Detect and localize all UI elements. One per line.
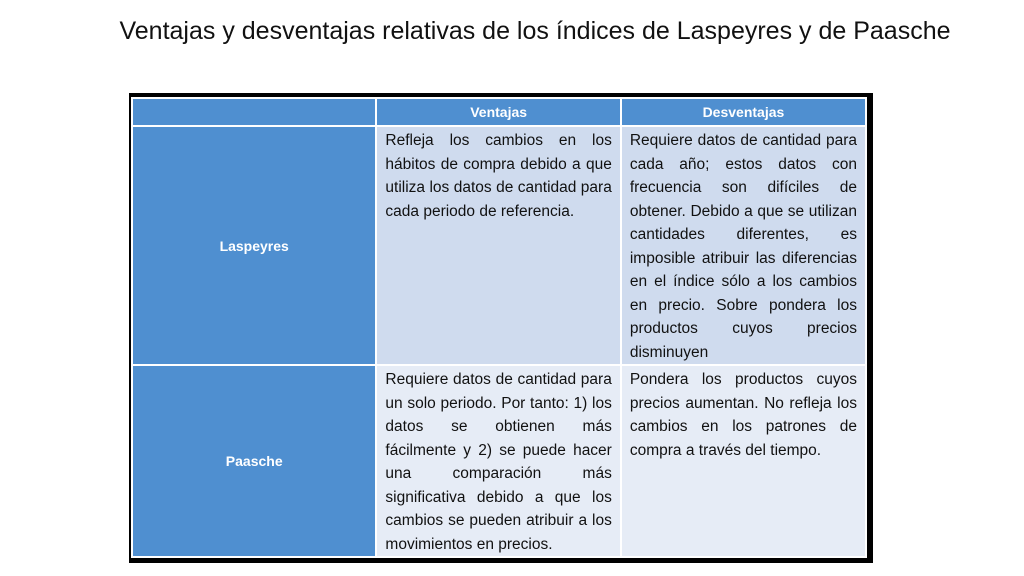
slide-title: Ventajas y desventajas relativas de los índices de Laspeyres y de Paasche — [119, 17, 951, 45]
comparison-table — [131, 97, 867, 558]
laspeyres-ventajas-cell: Refleja los cambios en los hábitos de compra debido a que utiliza los datos de cantidad para cada periodo de referencia. — [376, 126, 620, 365]
header-corner-cell — [132, 98, 376, 126]
comparison-table-frame — [129, 93, 873, 563]
row-label-laspeyres: Laspeyres — [132, 126, 376, 365]
paasche-desventajas-cell: Pondera los productos cuyos precios aumentan. No refleja los cambios en los patrones de compra a través del tiempo. — [621, 365, 866, 557]
row-label-paasche: Paasche — [132, 365, 376, 557]
table-row-laspeyres — [132, 126, 866, 365]
table-row-paasche — [132, 365, 866, 557]
paasche-ventajas-cell: Requiere datos de cantidad para un solo periodo. Por tanto: 1) los datos se obtienen más fácilmente y 2) se puede hacer una comparación más significativa debido a que los cambios se pueden atribuir a los movimientos en precios. — [376, 365, 620, 557]
laspeyres-desventajas-cell: Requiere datos de cantidad para cada año; estos datos con frecuencia son difíciles de obtener. Debido a que se utilizan cantidades diferentes, es imposible atribuir las diferencias en el índice sólo a los cambios en precio. Sobre pondera los productos cuyos precios disminuyen — [621, 126, 866, 365]
header-ventajas: Ventajas — [376, 98, 620, 126]
table-header-row — [132, 98, 866, 126]
header-desventajas: Desventajas — [621, 98, 866, 126]
